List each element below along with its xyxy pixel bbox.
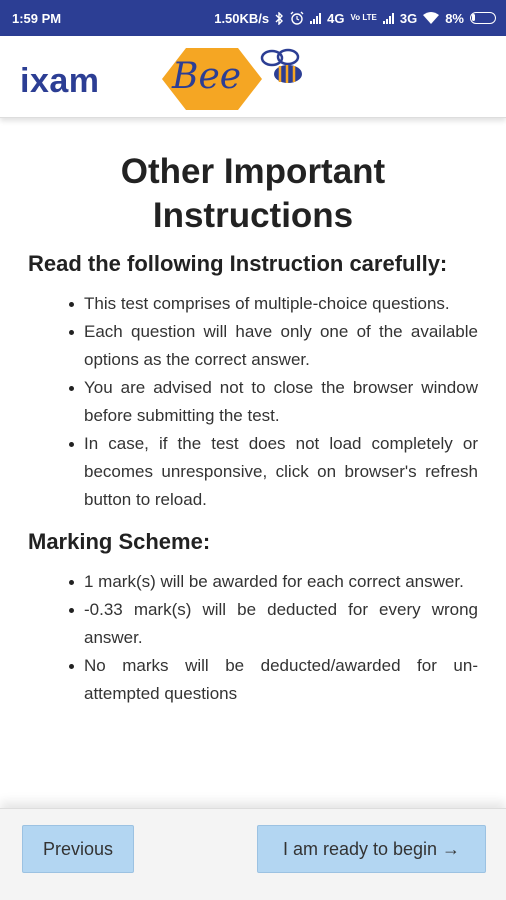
list-item: In case, if the test does not load completely or becomes unresponsive, click on browser's refresh button to reload. [84, 430, 478, 514]
status-bar [0, 0, 506, 36]
network-type-2: 3G [399, 10, 418, 26]
wifi-icon [423, 12, 439, 24]
battery-icon [470, 12, 496, 24]
network-type-1: 4G [327, 10, 345, 26]
ixambee-logo [20, 44, 310, 114]
list-item: No marks will be deducted/awarded for un-attempted questions [84, 652, 478, 708]
list-item: -0.33 mark(s) will be deducted for every wrong answer. [84, 596, 478, 652]
begin-test-button[interactable]: I am ready to begin → [257, 825, 486, 873]
logo-accent-text: Bee [172, 56, 242, 97]
list-item: 1 mark(s) will be awarded for each correct answer. [84, 568, 478, 596]
bee-icon [258, 48, 306, 88]
list-item: Each question will have only one of the available options as the correct answer. [84, 318, 478, 374]
list-item: You are advised not to close the browser window before submitting the test. [84, 374, 478, 430]
page-title: Other Important Instructions [120, 152, 386, 235]
app-header [0, 36, 506, 118]
signal-icon [383, 13, 394, 24]
instructions-content[interactable] [0, 118, 506, 808]
logo-text: ixam [20, 62, 100, 100]
marking-scheme-heading: Marking Scheme: [28, 529, 211, 554]
volte-label: Vo LTE [350, 13, 377, 22]
footer-bar [0, 808, 506, 900]
marking-scheme-list [84, 568, 478, 708]
battery-percent: 8% [445, 10, 464, 26]
read-instructions-heading: Read the following Instruction carefully: [28, 251, 448, 276]
signal-icon [310, 13, 321, 24]
list-item: This test comprises of multiple-choice questions. [84, 290, 478, 318]
bluetooth-icon [275, 12, 284, 25]
alarm-icon [290, 11, 304, 25]
status-time: 1:59 PM [12, 10, 62, 26]
previous-button[interactable]: Previous [22, 825, 134, 873]
network-speed: 1.50KB/s [214, 10, 270, 26]
instructions-list [84, 290, 478, 514]
status-icons [214, 11, 496, 26]
